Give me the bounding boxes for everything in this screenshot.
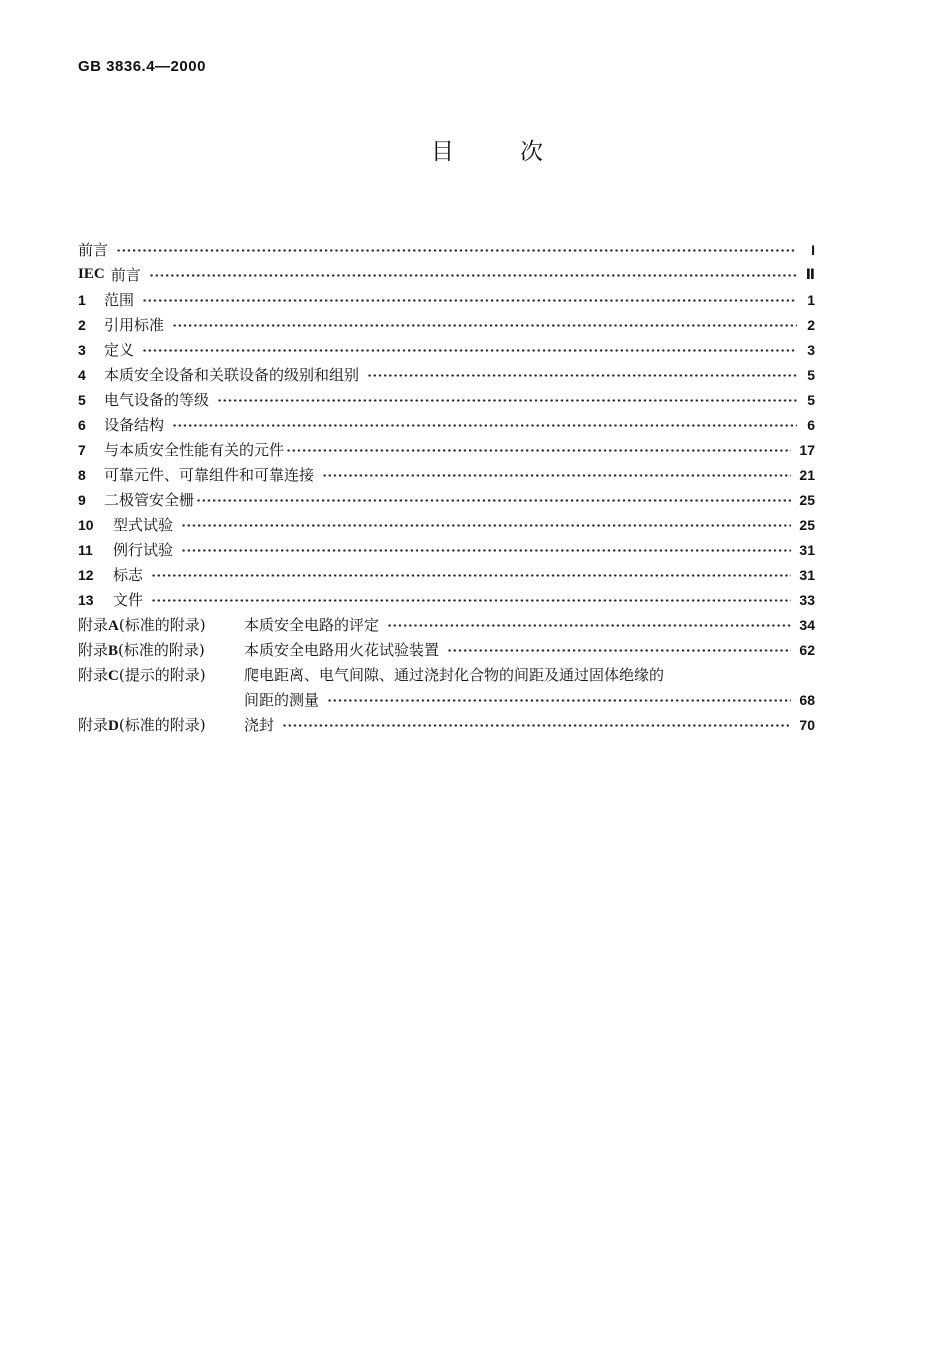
dot-leader bbox=[142, 337, 797, 362]
toc-entry-section-9[interactable] bbox=[78, 487, 815, 512]
toc-entry-label: 标志 bbox=[113, 566, 144, 584]
annex-type: (提示的附录) bbox=[118, 666, 206, 684]
toc-page-number: 1 bbox=[807, 291, 815, 308]
annex-prefix: 附录 bbox=[78, 616, 109, 634]
toc-entry-label-continued: 间距的测量 bbox=[244, 691, 320, 709]
toc-page-number: 5 bbox=[807, 391, 815, 408]
toc-entry-label: 本质安全设备和关联设备的级别和组别 bbox=[104, 366, 360, 384]
annex-letter: D bbox=[108, 718, 119, 734]
toc-entry-label: 前言 bbox=[110, 266, 141, 284]
toc-entry-prefix: IEC bbox=[78, 266, 105, 282]
toc-entry-label: 定义 bbox=[104, 341, 135, 359]
toc-entry-annex-c-continued[interactable] bbox=[78, 687, 815, 712]
toc-entry-label: 电气设备的等级 bbox=[104, 391, 210, 409]
toc-page-number: 3 bbox=[807, 341, 815, 358]
toc-page-number: 70 bbox=[799, 716, 815, 733]
toc-page-number: 2 bbox=[807, 316, 815, 333]
toc-entry-label: 本质安全电路用火花试验装置 bbox=[244, 641, 440, 659]
dot-leader bbox=[387, 612, 791, 637]
annex-prefix: 附录 bbox=[78, 666, 109, 684]
annex-letter: A bbox=[108, 618, 119, 634]
annex-letter: B bbox=[108, 643, 119, 659]
toc-entry-section-12[interactable] bbox=[78, 562, 815, 587]
dot-leader bbox=[172, 312, 797, 337]
toc-annex-designation bbox=[78, 614, 244, 635]
toc-page-number: I bbox=[811, 241, 815, 258]
toc-page-number: 21 bbox=[799, 466, 815, 483]
dot-leader bbox=[142, 287, 797, 312]
toc-entry-section-11[interactable] bbox=[78, 537, 815, 562]
dot-leader bbox=[322, 462, 791, 487]
toc-section-number: 7 bbox=[78, 441, 86, 458]
toc-entry-label: 文件 bbox=[113, 591, 144, 609]
toc-page-number: 68 bbox=[799, 691, 815, 708]
toc-page-number: 25 bbox=[799, 516, 815, 533]
dot-leader bbox=[116, 237, 797, 262]
toc-page-number: 17 bbox=[799, 441, 815, 458]
dot-leader bbox=[282, 712, 791, 737]
toc-entry-section-4[interactable] bbox=[78, 362, 815, 387]
dot-leader bbox=[447, 637, 791, 662]
toc-entry-annex-d[interactable] bbox=[78, 712, 815, 737]
dot-leader bbox=[149, 262, 797, 287]
title-char-1: 目 bbox=[431, 139, 454, 165]
toc-entry-label: 型式试验 bbox=[113, 516, 174, 534]
dot-leader bbox=[181, 537, 791, 562]
toc-entry-label: 例行试验 bbox=[113, 541, 174, 559]
dot-leader bbox=[367, 362, 797, 387]
toc-section-number: 9 bbox=[78, 491, 86, 508]
toc-entry-section-3[interactable] bbox=[78, 337, 815, 362]
toc-section-number: 5 bbox=[78, 391, 86, 408]
toc-entry-label: 本质安全电路的评定 bbox=[244, 616, 380, 634]
toc-page-number: 6 bbox=[807, 416, 815, 433]
annex-prefix: 附录 bbox=[78, 716, 109, 734]
toc-entry-label: 浇封 bbox=[244, 716, 275, 734]
toc-entry-annex-c[interactable] bbox=[78, 662, 815, 687]
toc-section-number: 3 bbox=[78, 341, 86, 358]
dot-leader bbox=[172, 412, 797, 437]
toc-page-number: 5 bbox=[807, 366, 815, 383]
toc-entry-label: 可靠元件、可靠组件和可靠连接 bbox=[104, 466, 315, 484]
standard-number: GB 3836.4—2000 bbox=[78, 58, 206, 75]
toc-entry-section-6[interactable] bbox=[78, 412, 815, 437]
toc-annex-designation bbox=[78, 639, 244, 660]
toc-entry-label: 二极管安全栅 bbox=[104, 491, 195, 509]
annex-type: (标准的附录) bbox=[118, 641, 205, 659]
dot-leader bbox=[151, 587, 791, 612]
toc-entry-label: 爬电距离、电气间隙、通过浇封化合物的间距及通过固体绝缘的 bbox=[244, 666, 665, 684]
toc-page-number: 62 bbox=[799, 641, 815, 658]
annex-prefix: 附录 bbox=[78, 641, 109, 659]
toc-entry-iec-preface[interactable] bbox=[78, 262, 815, 287]
annex-letter: C bbox=[108, 668, 119, 684]
toc-page-number: Ⅱ bbox=[805, 266, 815, 282]
toc-section-number: 6 bbox=[78, 416, 86, 433]
toc-entry-annex-a[interactable] bbox=[78, 612, 815, 637]
toc-page-number: 31 bbox=[799, 541, 815, 558]
toc-section-number: 11 bbox=[78, 541, 93, 558]
toc-annex-designation bbox=[78, 714, 244, 735]
toc-page-number: 34 bbox=[799, 616, 815, 633]
annex-type: (标准的附录) bbox=[118, 716, 206, 734]
toc-entry-label: 与本质安全性能有关的元件 bbox=[104, 441, 285, 459]
toc-entry-section-2[interactable] bbox=[78, 312, 815, 337]
toc-section-number: 4 bbox=[78, 366, 86, 383]
toc-section-number: 2 bbox=[78, 316, 86, 333]
toc-entry-preface[interactable] bbox=[78, 237, 815, 262]
toc-entry-section-8[interactable] bbox=[78, 462, 815, 487]
dot-leader bbox=[181, 512, 791, 537]
toc-section-number: 1 bbox=[78, 291, 86, 308]
toc-entry-annex-b[interactable] bbox=[78, 637, 815, 662]
toc-entry-section-13[interactable] bbox=[78, 587, 815, 612]
toc-section-number: 12 bbox=[78, 566, 94, 583]
toc-annex-designation bbox=[78, 664, 244, 685]
toc-entry-label: 引用标准 bbox=[104, 316, 165, 334]
toc-entry-section-10[interactable] bbox=[78, 512, 815, 537]
dot-leader bbox=[327, 687, 791, 712]
annex-type: (标准的附录) bbox=[118, 616, 206, 634]
toc-section-number: 10 bbox=[78, 516, 94, 533]
toc-entry-section-5[interactable] bbox=[78, 387, 815, 412]
dot-leader bbox=[151, 562, 791, 587]
dot-leader bbox=[196, 487, 791, 512]
toc-entry-label: 前言 bbox=[78, 241, 109, 259]
toc-page-number: 31 bbox=[799, 566, 815, 583]
dot-leader bbox=[217, 387, 797, 412]
toc-entry-section-7[interactable] bbox=[78, 437, 815, 462]
toc-section-number: 13 bbox=[78, 591, 94, 608]
page-title bbox=[0, 133, 950, 166]
toc-page-number: 33 bbox=[799, 591, 815, 608]
dot-leader bbox=[286, 437, 791, 462]
toc-entry-label: 范围 bbox=[104, 291, 135, 309]
toc-entry-section-1[interactable] bbox=[78, 287, 815, 312]
toc-section-number: 8 bbox=[78, 466, 86, 483]
title-char-2: 次 bbox=[520, 139, 543, 165]
toc-entry-label: 设备结构 bbox=[104, 416, 165, 434]
toc-page-number: 25 bbox=[799, 491, 815, 508]
